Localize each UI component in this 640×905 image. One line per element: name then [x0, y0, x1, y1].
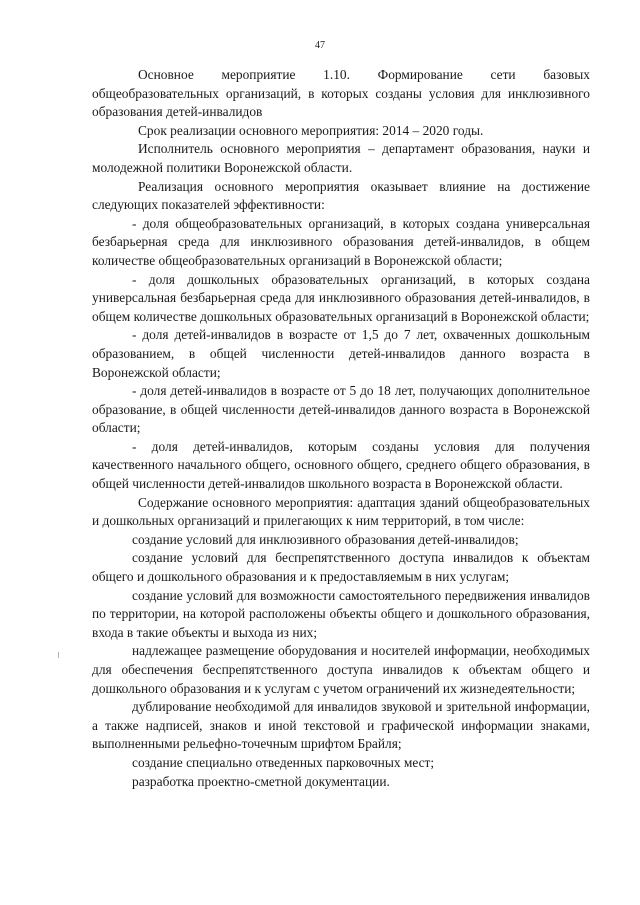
content-item: создание условий для возможности самостоятельного передвижения инвалидов по территории, на которой расположены объекты общего и дошкольного образования, входа в такие объекты и выхода из них; — [92, 587, 590, 640]
measure-content-paragraph: Содержание основного мероприятия: адаптация зданий общеобразовательных и дошкольных организаций и прилегающих к ним территорий, в том числе: — [92, 494, 590, 529]
indicator-item: - доля детей-инвалидов, которым созданы условия для получения качественного начального общего, основного общего, среднего общего образования, в общей численности детей-инвалидов школьного возраста в Воронежской области. — [92, 438, 590, 492]
indicator-item: - доля детей-инвалидов в возрасте от 5 до 18 лет, получающих дополнительное образование, в общей численности детей-инвалидов данного возраста в Воронежской области; — [92, 383, 590, 436]
content-item: разработка проектно-сметной документации. — [132, 773, 390, 789]
implementation-period-paragraph: Срок реализации основного мероприятия: 2014 – 2020 годы. — [138, 122, 484, 138]
indicator-item: - доля общеобразовательных организаций, в которых создана универсальная безбарьерная среда для инклюзивного образования детей-инвалидов, в общем количестве общеобразовательных организаций в Воронежской области; — [92, 215, 590, 268]
margin-mark — [58, 652, 59, 658]
content-item: создание специально отведенных парковочных мест; — [132, 754, 435, 770]
indicator-item: - доля детей-инвалидов в возрасте от 1,5 до 7 лет, охваченных дошкольным образованием, в общей численности детей-инвалидов данного возраста в Воронежской области; — [92, 327, 590, 380]
document-body — [92, 66, 590, 791]
content-item: надлежащее размещение оборудования и носителей информации, необходимых для обеспечения беспрепятственного доступа инвалидов к объектам общего и дошкольного образования и к услугам с учетом ограничений их жизнедеятельности; — [92, 643, 590, 696]
content-item: дублирование необходимой для инвалидов звуковой и зрительной информации, а также надписей, знаков и иной текстовой и графической информации знаками, выполненными рельефно-точечным шрифтом Брайля; — [92, 699, 590, 752]
page-number: 47 — [315, 40, 325, 51]
content-item: создание условий для инклюзивного образования детей-инвалидов; — [132, 531, 519, 547]
indicator-item: - доля дошкольных образовательных организаций, в которых создана универсальная безбарьерная среда для инклюзивного образования детей-инвалидов, в общем количестве дошкольных образовательных организаций в Воронежской области; — [92, 271, 590, 324]
executor-paragraph: Исполнитель основного мероприятия – департамент образования, науки и молодежной политики Воронежской области. — [92, 141, 590, 175]
indicators-intro-paragraph: Реализация основного мероприятия оказывает влияние на достижение следующих показателей эффективности: — [92, 178, 590, 213]
measure-title-paragraph: Основное мероприятие 1.10. Формирование сети базовых общеобразовательных организаций, в которых созданы условия для инклюзивного образования детей-инвалидов — [92, 67, 590, 120]
content-item: создание условий для беспрепятственного доступа инвалидов к объектам общего и дошкольного образования и к предоставляемым в них услугам; — [92, 550, 590, 585]
